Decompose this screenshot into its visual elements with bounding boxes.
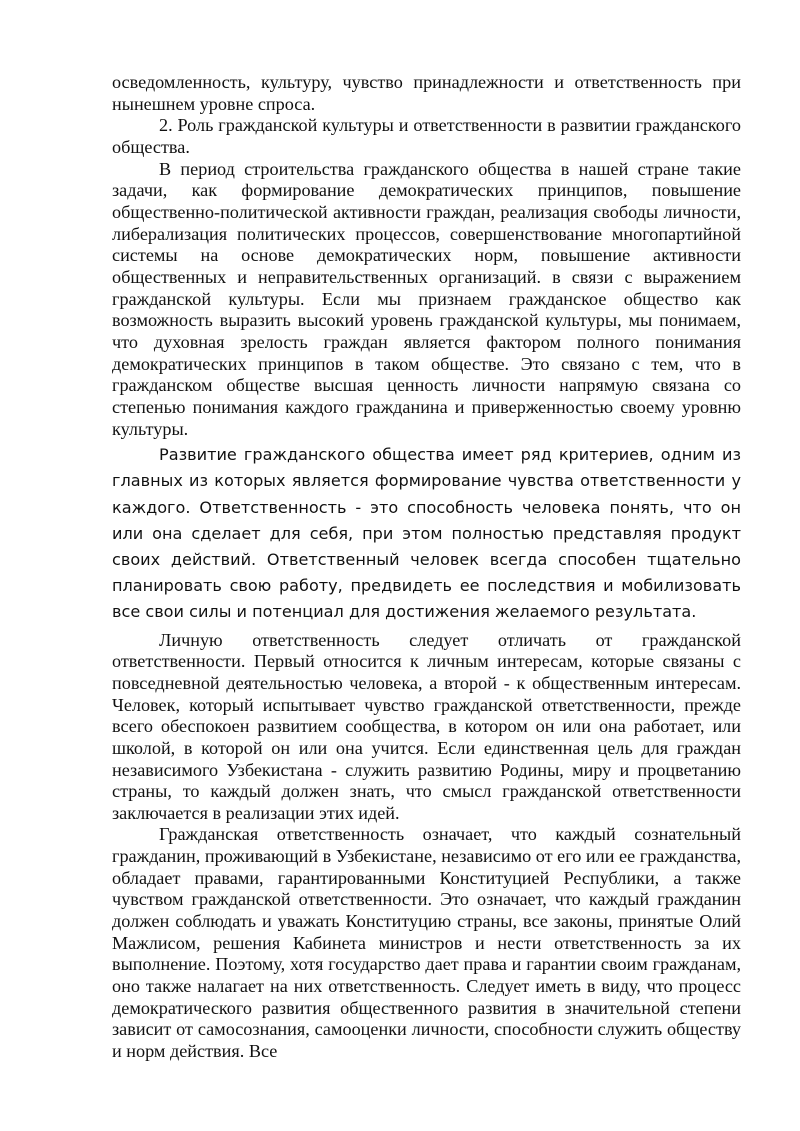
paragraph-responsibility-criteria: Развитие гражданского общества имеет ряд критериев, одним из главных из которых является формирование чувства ответственности у каждого. Ответственность - это способность человека понять, что он или она сделает для себя, при этом полностью представляя продукт своих действий. Ответственный человек всегда способен тщательно планировать свою работу, предвидеть ее последствия и мобилизовать все свои силы и потенциал для достижения желаемого результата.	[112, 445, 741, 622]
paragraph-civil-society: В период строительства гражданского общества в нашей стране такие задачи, как формирование демократических принципов, повышение общественно-политической активности граждан, реализация свободы личности, либерализация политических процессов, совершенствование многопартийной системы на основе демократических норм, повышение активности общественных и неправительственных организаций. в связи с выражением гражданской культуры. Если мы признаем гражданское общество как возможность выразить высокий уровень гражданской культуры, мы понимаем, что духовная зрелость граждан является фактором полного понимания демократических принципов в таком обществе. Это связано с тем, что в гражданском обществе высшая ценность личности напрямую связана со степенью понимания каждого гражданина и приверженностью своему уровню культуры.	[112, 158, 741, 439]
paragraph-personal-vs-civil: Личную ответственность следует отличать от гражданской ответственности. Первый относится к личным интересам, которые связаны с повседневной деятельностью человека, а второй - к общественным интересам. Человек, который испытывает чувство гражданской ответственности, прежде всего обеспокоен развитием сообщества, в котором он или она работает, или школой, в которой он или она учится. Если единственная цель для граждан независимого Узбекистана - служить развитию Родины, миру и процветанию страны, то каждый должен знать, что смысл гражданской ответственности заключается в реализации этих идей.	[112, 629, 741, 823]
paragraph-continuation: осведомленность, культуру, чувство принадлежности и ответственность при нынешнем уровне спроса.	[112, 72, 741, 114]
section-heading: 2. Роль гражданской культуры и ответственности в развитии гражданского общества.	[112, 115, 741, 157]
document-page	[112, 72, 741, 1063]
paragraph-civil-responsibility: Гражданская ответственность означает, что каждый сознательный гражданин, проживающий в Узбекистане, независимо от его или ее гражданства, обладает правами, гарантированными Конституцией Республики, а также чувством гражданской ответственности. Это означает, что каждый гражданин должен соблюдать и уважать Конституцию страны, все законы, принятые Олий Мажлисом, решения Кабинета министров и нести ответственность за их выполнение. Поэтому, хотя государство дает права и гарантии своим гражданам, оно также налагает на них ответственность. Следует иметь в виду, что процесс демократического развития общественного развития в значительной степени зависит от самосознания, самооценки личности, способности служить обществу и норм действия. Все	[112, 824, 741, 1062]
